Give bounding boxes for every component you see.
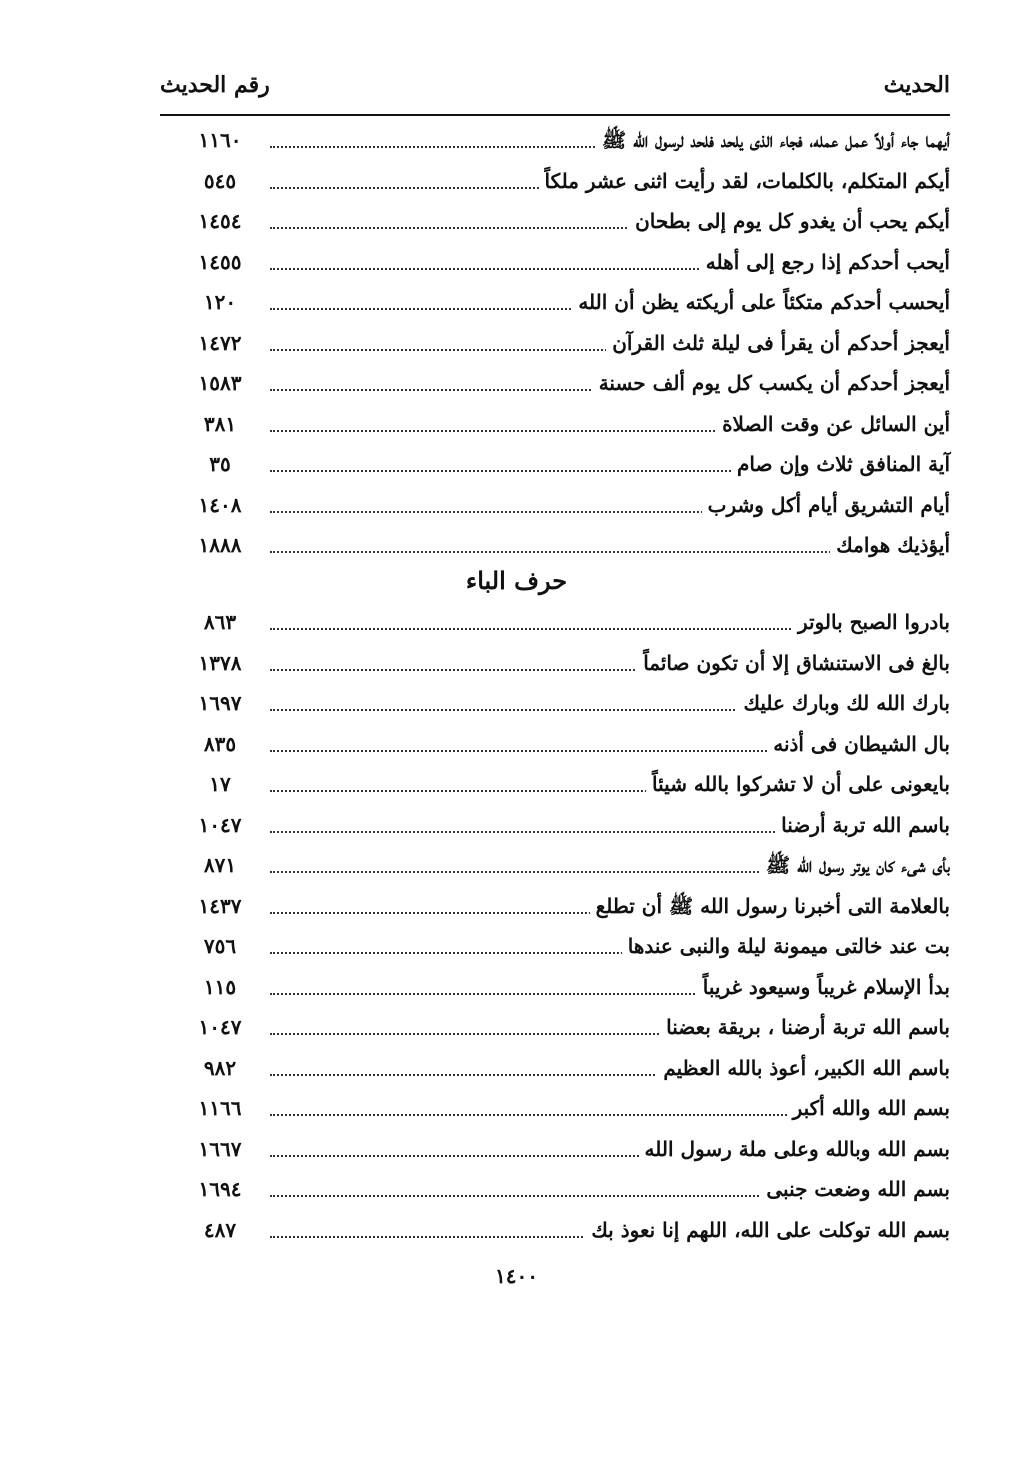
hadith-number: ١٤٥٤ <box>198 209 242 233</box>
index-entry <box>185 205 950 243</box>
hadith-text: بأى شىء كان يوتر رسول الله ﷺ <box>760 853 950 882</box>
index-entry <box>185 124 950 162</box>
hadith-number: ٩٨٢ <box>203 1055 237 1080</box>
hadith-text: أيكم يحب أن يغدو كل يوم إلى بطحان <box>629 209 950 233</box>
index-entry <box>185 971 950 1009</box>
hadith-text: باسم الله الكبير، أعوذ بالله العظيم <box>657 1056 950 1080</box>
index-entry <box>185 647 950 685</box>
hadith-text: آية المنافق ثلاث وإن صام <box>731 452 950 476</box>
index-entry <box>185 1052 950 1090</box>
hadith-text: أيام التشريق أيام أكل وشرب <box>702 493 950 517</box>
header-rule <box>160 114 950 116</box>
hadith-text: بارك الله لك وبارك عليك <box>737 691 950 715</box>
hadith-number: ٨٦٣ <box>203 610 237 634</box>
index-entry <box>185 286 950 324</box>
index-entry <box>185 606 950 644</box>
hadith-text: أيحسب أحدكم متكئاً على أريكته يظن أن الله <box>572 290 950 314</box>
index-entry <box>185 930 950 968</box>
hadith-number: ١٢٠ <box>203 290 237 314</box>
hadith-text: أيعجز أحدكم أن يكسب كل يوم ألف حسنة <box>593 371 950 395</box>
hadith-number: ١٤٧٢ <box>198 330 242 355</box>
hadith-number: ١٤٠٨ <box>198 492 242 517</box>
index-entry <box>185 768 950 806</box>
hadith-text: أيكم المتكلم، بالكلمات، لقد رأيت اثنى عشر ملكاً <box>539 169 951 193</box>
hadith-text: بال الشيطان فى أذنه <box>767 732 950 756</box>
hadith-text: بالعلامة التى أخبرنا رسول الله ﷺ أن تطلع <box>590 894 950 923</box>
hadith-text: بسم الله وبالله وعلى ملة رسول الله <box>639 1137 950 1161</box>
index-entry <box>185 687 950 725</box>
index-entry <box>185 529 950 567</box>
index-entry <box>185 728 950 766</box>
hadith-number: ١٤٣٧ <box>198 893 242 918</box>
hadith-number: ١٣٧٨ <box>198 650 242 675</box>
index-entry <box>185 165 950 203</box>
index-entry <box>185 890 950 928</box>
hadith-number: ٨٣٥ <box>203 731 237 756</box>
hadith-text: بالغ فى الاستنشاق إلا أن تكون صائماً <box>637 651 950 675</box>
hadith-text: باسم الله تربة أرضنا <box>775 813 950 837</box>
hadith-number: ١٤٥٥ <box>198 249 242 274</box>
index-entry <box>185 1214 950 1252</box>
header-number-label: رقم الحديث <box>160 72 270 98</box>
hadith-number: ١٦٦٧ <box>198 1136 242 1161</box>
hadith-number: ١٨٨٨ <box>198 533 242 557</box>
hadith-text: أيهما جاء أولاً عمل عمله، فجاء الذى يلحد فلحد لرسول الله ﷺ <box>596 128 950 157</box>
index-entry <box>185 1133 950 1171</box>
index-entry <box>185 367 950 405</box>
index-entry <box>185 809 950 847</box>
hadith-text: بدأ الإسلام غريباً وسيعود غريباً <box>697 975 950 999</box>
hadith-text: بسم الله والله أكبر <box>787 1096 950 1120</box>
index-entry <box>185 1092 950 1130</box>
index-entry <box>185 1173 950 1211</box>
hadith-text: بسم الله وضعت جنبى <box>760 1177 950 1201</box>
hadith-number: ١١٥ <box>203 974 237 999</box>
hadith-text: أيحب أحدكم إذا رجع إلى أهله <box>700 250 950 274</box>
index-entry <box>185 246 950 284</box>
index-entry <box>185 327 950 365</box>
hadith-text: بسم الله توكلت على الله، اللهم إنا نعوذ بك <box>585 1218 950 1242</box>
index-entry <box>185 489 950 527</box>
hadith-number: ١٦٩٤ <box>198 1177 242 1201</box>
hadith-number: ٣٨١ <box>203 411 237 436</box>
hadith-text: بت عند خالتى ميمونة ليلة والنبى عندها <box>622 934 950 958</box>
hadith-number: ٣٥ <box>209 452 231 476</box>
page-header <box>160 72 950 108</box>
hadith-number: ٤٨٧ <box>203 1217 237 1242</box>
hadith-number: ١٦٩٧ <box>198 691 242 715</box>
hadith-number: ٨٧١ <box>203 853 237 877</box>
hadith-text: بادروا الصبح بالوتر <box>792 610 950 634</box>
hadith-text: بايعونى على أن لا تشركوا بالله شيئاً <box>646 772 950 796</box>
page-number: ١٤٠٠ <box>495 1264 538 1288</box>
hadith-number: ١٧ <box>209 772 231 796</box>
index-entry <box>185 1011 950 1049</box>
hadith-number: ١١٦٦ <box>198 1096 242 1120</box>
hadith-number: ١٠٤٧ <box>198 1015 242 1039</box>
hadith-text: أين السائل عن وقت الصلاة <box>716 412 950 436</box>
index-entry <box>185 408 950 446</box>
index-entry <box>185 448 950 486</box>
hadith-number: ١٥٨٣ <box>198 371 242 395</box>
hadith-text: أيعجز أحدكم أن يقرأ فى ليلة ثلث القرآن <box>606 331 950 355</box>
index-entry <box>185 849 950 887</box>
hadith-number: ١١٦٠ <box>198 128 242 152</box>
hadith-number: ٧٥٦ <box>203 934 237 958</box>
hadith-text: باسم الله تربة أرضنا ، بريقة بعضنا <box>660 1015 950 1039</box>
hadith-number: ٥٤٥ <box>203 168 237 193</box>
hadith-number: ١٠٤٧ <box>198 812 242 837</box>
hadith-text: أيؤذيك هوامك <box>830 533 950 557</box>
header-hadith-label: الحديث <box>883 72 950 98</box>
section-title: حرف الباء <box>465 566 568 595</box>
